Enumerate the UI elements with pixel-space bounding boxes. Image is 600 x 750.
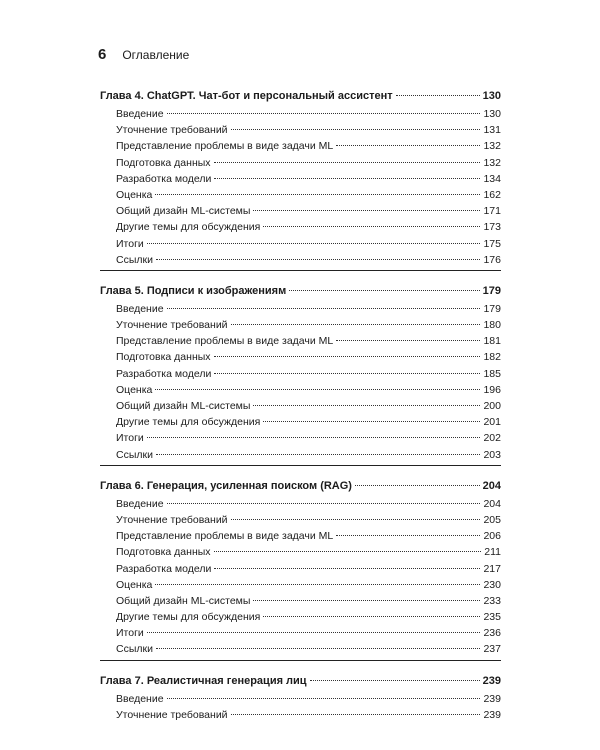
toc-entry-page: 233 (483, 594, 501, 607)
dot-leader (155, 583, 480, 585)
chapter-heading[interactable] (100, 478, 501, 496)
toc-entry-page: 202 (483, 432, 501, 445)
toc-entry-page: 181 (483, 335, 501, 348)
toc-entry-label: Ссылки (116, 253, 153, 266)
toc-entry-page: 217 (483, 562, 501, 575)
toc-entry[interactable] (100, 252, 501, 268)
toc-entry-label: Итоги (116, 627, 144, 640)
toc-entry[interactable] (100, 187, 501, 203)
toc-entry-label: Оценка (116, 383, 153, 396)
toc-entry-label: Подготовка данных (116, 546, 211, 559)
toc-entry-page: 132 (483, 140, 501, 153)
toc-entry-page: 176 (483, 253, 501, 266)
running-title: Оглавление (122, 48, 190, 62)
dot-leader (167, 697, 481, 699)
toc-entry[interactable] (100, 593, 501, 609)
toc-entry-label: Подготовка данных (116, 351, 211, 364)
chapter-page: 204 (482, 479, 501, 492)
toc-entry[interactable] (100, 544, 501, 560)
toc-entry[interactable] (100, 707, 501, 723)
toc-entry-page: 131 (483, 124, 501, 137)
toc-entry[interactable] (100, 414, 501, 430)
dot-leader (263, 615, 480, 617)
toc-entry-label: Уточнение требований (116, 319, 228, 332)
toc-entry-page: 171 (483, 205, 501, 218)
chapter-page: 179 (482, 284, 501, 297)
dot-leader (167, 307, 481, 309)
dot-leader (156, 258, 481, 260)
dot-leader (167, 502, 481, 504)
toc-entry[interactable] (100, 512, 501, 528)
dot-leader (214, 355, 481, 357)
toc-entry-page: 182 (483, 351, 501, 364)
toc-entry-page: 200 (483, 400, 501, 412)
toc-entry[interactable] (100, 366, 501, 382)
toc-entry-page: 185 (483, 367, 501, 380)
toc-entry-label: Разработка модели (116, 562, 212, 575)
toc-entry[interactable] (100, 398, 501, 414)
toc-entry[interactable] (100, 301, 501, 317)
toc-entry-label: Ссылки (116, 448, 153, 461)
dot-leader (253, 209, 480, 211)
toc-entry[interactable] (100, 430, 501, 446)
chapter-page: 239 (482, 674, 501, 687)
dot-leader (214, 177, 480, 179)
toc-entry-page: 206 (483, 530, 501, 543)
dot-leader (214, 567, 480, 569)
toc-entry-label: Другие темы для обсуждения (116, 611, 261, 624)
toc-entry-label: Общий дизайн ML-системы (116, 594, 251, 607)
dot-leader (231, 713, 481, 715)
toc-entry[interactable] (100, 625, 501, 641)
toc-entry-label: Другие темы для обсуждения (116, 221, 261, 234)
dot-leader (155, 193, 480, 195)
toc-entry[interactable] (100, 382, 501, 398)
toc-entry-page: 134 (483, 172, 501, 185)
toc-entry[interactable] (100, 609, 501, 625)
dot-leader (214, 372, 480, 374)
toc-entry-page: 180 (483, 319, 501, 332)
toc-entry[interactable] (100, 219, 501, 235)
dot-leader (147, 631, 481, 633)
toc-entry[interactable] (100, 528, 501, 544)
toc-entry[interactable] (100, 577, 501, 593)
dot-leader (147, 436, 481, 438)
page-header (98, 46, 189, 63)
toc-entry[interactable] (100, 349, 501, 365)
chapter-heading[interactable] (100, 88, 501, 106)
dot-leader (336, 534, 480, 536)
toc-entry-label: Оценка (116, 188, 153, 201)
toc-entry-label: Уточнение требований (116, 708, 228, 721)
dot-leader (167, 112, 481, 114)
toc-entry-label: Общий дизайн ML-системы (116, 205, 251, 218)
toc-entry-page: 130 (483, 108, 501, 120)
dot-leader (214, 161, 481, 163)
toc-entry[interactable] (100, 561, 501, 577)
dot-leader (147, 242, 481, 244)
page-number: 6 (98, 46, 107, 63)
toc-entry-label: Оценка (116, 578, 153, 591)
dot-leader (231, 518, 481, 520)
toc-entry-page: 235 (483, 611, 501, 624)
dot-leader (336, 144, 480, 146)
dot-leader (263, 225, 480, 227)
toc-entry[interactable] (100, 171, 501, 187)
toc-entry-label: Уточнение требований (116, 513, 228, 526)
toc-entry-page: 173 (483, 221, 501, 234)
dot-leader (156, 453, 481, 455)
toc-entry-page: 201 (483, 416, 501, 429)
toc-entry-label: Введение (116, 692, 164, 705)
toc-entry[interactable] (100, 691, 501, 707)
toc-entry-label: Введение (116, 108, 164, 120)
table-of-contents (100, 88, 501, 737)
toc-entry[interactable] (100, 447, 501, 463)
toc-entry-label: Подготовка данных (116, 156, 211, 169)
toc-entry-page: 205 (483, 513, 501, 526)
toc-entry[interactable] (100, 203, 501, 219)
dot-leader (231, 128, 481, 130)
dot-leader (336, 339, 480, 341)
chapter-title: Глава 7. Реалистичная генерация лиц (100, 674, 307, 687)
toc-entry-page: 203 (483, 448, 501, 461)
toc-entry-page: 179 (483, 302, 501, 315)
dot-leader (253, 404, 480, 406)
toc-entry-label: Представление проблемы в виде задачи ML (116, 140, 334, 153)
toc-entry-page: 162 (483, 188, 501, 201)
toc-entry-label: Общий дизайн ML-системы (116, 400, 251, 412)
toc-entry-label: Введение (116, 302, 164, 315)
dot-leader (253, 599, 480, 601)
dot-leader (355, 484, 480, 486)
toc-entry-label: Итоги (116, 237, 144, 250)
chapter-title: Глава 4. ChatGPT. Чат-бот и персональный ассистент (100, 90, 393, 102)
chapter-block (100, 283, 501, 466)
toc-entry-label: Итоги (116, 432, 144, 445)
dot-leader (396, 94, 480, 96)
toc-entry[interactable] (100, 106, 501, 122)
toc-entry-label: Разработка модели (116, 172, 212, 185)
toc-entry[interactable] (100, 496, 501, 512)
dot-leader (263, 420, 480, 422)
toc-entry[interactable] (100, 155, 501, 171)
toc-entry-page: 239 (483, 708, 501, 721)
toc-entry[interactable] (100, 641, 501, 657)
toc-entry-page: 211 (484, 546, 501, 559)
toc-entry-label: Другие темы для обсуждения (116, 416, 261, 429)
toc-entry[interactable] (100, 317, 501, 333)
toc-entry-label: Ссылки (116, 643, 153, 656)
dot-leader (156, 647, 481, 649)
toc-entry-page: 204 (483, 497, 501, 510)
toc-entry-page: 236 (483, 627, 501, 640)
dot-leader (289, 289, 479, 291)
toc-entry[interactable] (100, 236, 501, 252)
dot-leader (155, 388, 480, 390)
chapter-heading[interactable] (100, 673, 501, 691)
toc-entry-label: Представление проблемы в виде задачи ML (116, 335, 334, 348)
toc-entry-label: Разработка модели (116, 367, 212, 380)
chapter-title: Глава 6. Генерация, усиленная поиском (RAG) (100, 479, 352, 492)
toc-entry-page: 239 (483, 692, 501, 705)
toc-entry-page: 196 (483, 383, 501, 396)
toc-entry-label: Представление проблемы в виде задачи ML (116, 530, 334, 543)
toc-entry-page: 230 (483, 578, 501, 591)
dot-leader (231, 323, 481, 325)
chapter-block (100, 478, 501, 661)
toc-entry[interactable] (100, 122, 501, 138)
chapter-heading[interactable] (100, 283, 501, 301)
chapter-title: Глава 5. Подписи к изображениям (100, 284, 287, 297)
toc-entry-label: Уточнение требований (116, 124, 228, 137)
toc-entry-page: 175 (483, 237, 501, 250)
toc-entry[interactable] (100, 333, 501, 349)
toc-entry-page: 237 (483, 643, 501, 656)
toc-entry[interactable] (100, 138, 501, 154)
dot-leader (310, 679, 480, 681)
chapter-block (100, 88, 501, 271)
toc-entry-label: Введение (116, 497, 164, 510)
toc-entry-page: 132 (483, 156, 501, 169)
chapter-page: 130 (482, 90, 501, 102)
dot-leader (214, 550, 482, 552)
chapter-block (100, 673, 501, 725)
